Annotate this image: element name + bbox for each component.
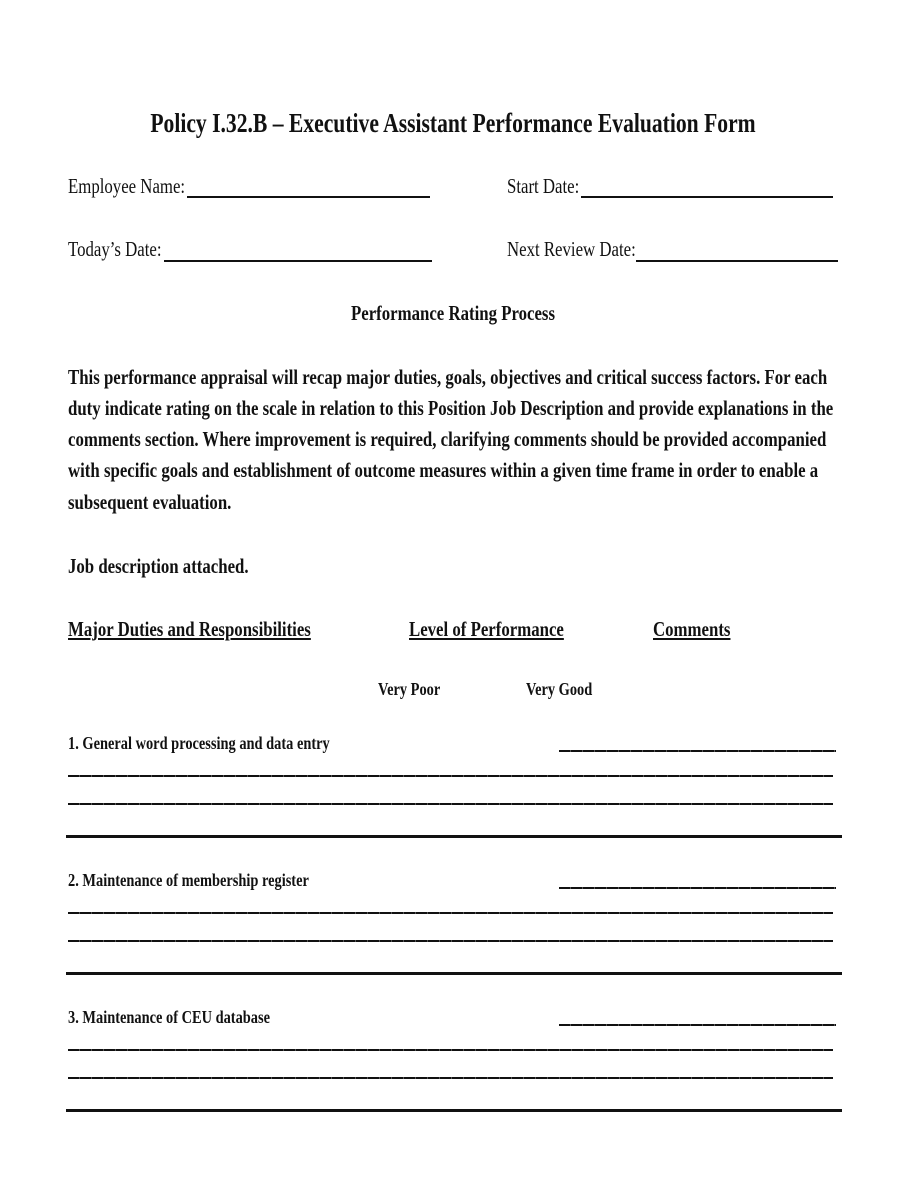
todays-date-label: Today’s Date: bbox=[68, 237, 162, 261]
duty-item: 2. Maintenance of membership register bbox=[68, 870, 309, 890]
duty-item: 3. Maintenance of CEU database bbox=[68, 1007, 270, 1027]
rating-line[interactable] bbox=[559, 1024, 836, 1026]
rating-line[interactable] bbox=[559, 750, 836, 752]
comment-line[interactable] bbox=[68, 775, 833, 777]
comment-line[interactable] bbox=[68, 803, 833, 805]
attachment-note: Job description attached. bbox=[68, 554, 249, 578]
rating-line[interactable] bbox=[559, 887, 836, 889]
row-divider bbox=[66, 972, 842, 975]
comment-line[interactable] bbox=[68, 912, 833, 914]
next-review-date-field[interactable] bbox=[636, 260, 838, 262]
next-review-date-label: Next Review Date: bbox=[507, 237, 636, 261]
employee-name-label: Employee Name: bbox=[68, 174, 186, 198]
scale-very-poor: Very Poor bbox=[378, 679, 441, 699]
section-heading: Performance Rating Process bbox=[350, 301, 556, 325]
start-date-field[interactable] bbox=[581, 196, 833, 198]
intro-line: with specific goals and establishment of outcome measures within a given time frame in order to enable a bbox=[68, 458, 819, 482]
intro-line: duty indicate rating on the scale in relation to this Position Job Description and provide explanations in the bbox=[68, 396, 834, 420]
row-divider bbox=[66, 1109, 842, 1112]
intro-line: This performance appraisal will recap major duties, goals, objectives and critical success factors. For each bbox=[68, 365, 828, 389]
header-major-duties: Major Duties and Responsibilities bbox=[68, 617, 311, 641]
header-comments: Comments bbox=[653, 617, 731, 641]
comment-line[interactable] bbox=[68, 1077, 833, 1079]
scale-very-good: Very Good bbox=[526, 679, 593, 699]
intro-line: comments section. Where improvement is required, clarifying comments should be provided accompanied bbox=[68, 427, 827, 451]
row-divider bbox=[66, 835, 842, 838]
header-level-of-performance: Level of Performance bbox=[409, 617, 564, 641]
comment-line[interactable] bbox=[68, 1049, 833, 1051]
todays-date-field[interactable] bbox=[164, 260, 432, 262]
comment-line[interactable] bbox=[68, 940, 833, 942]
employee-name-field[interactable] bbox=[187, 196, 430, 198]
intro-line: subsequent evaluation. bbox=[68, 490, 232, 514]
duty-item: 1. General word processing and data entry bbox=[68, 733, 330, 753]
form-title: Policy I.32.B – Executive Assistant Performance Evaluation Form bbox=[150, 108, 756, 138]
start-date-label: Start Date: bbox=[507, 174, 580, 198]
